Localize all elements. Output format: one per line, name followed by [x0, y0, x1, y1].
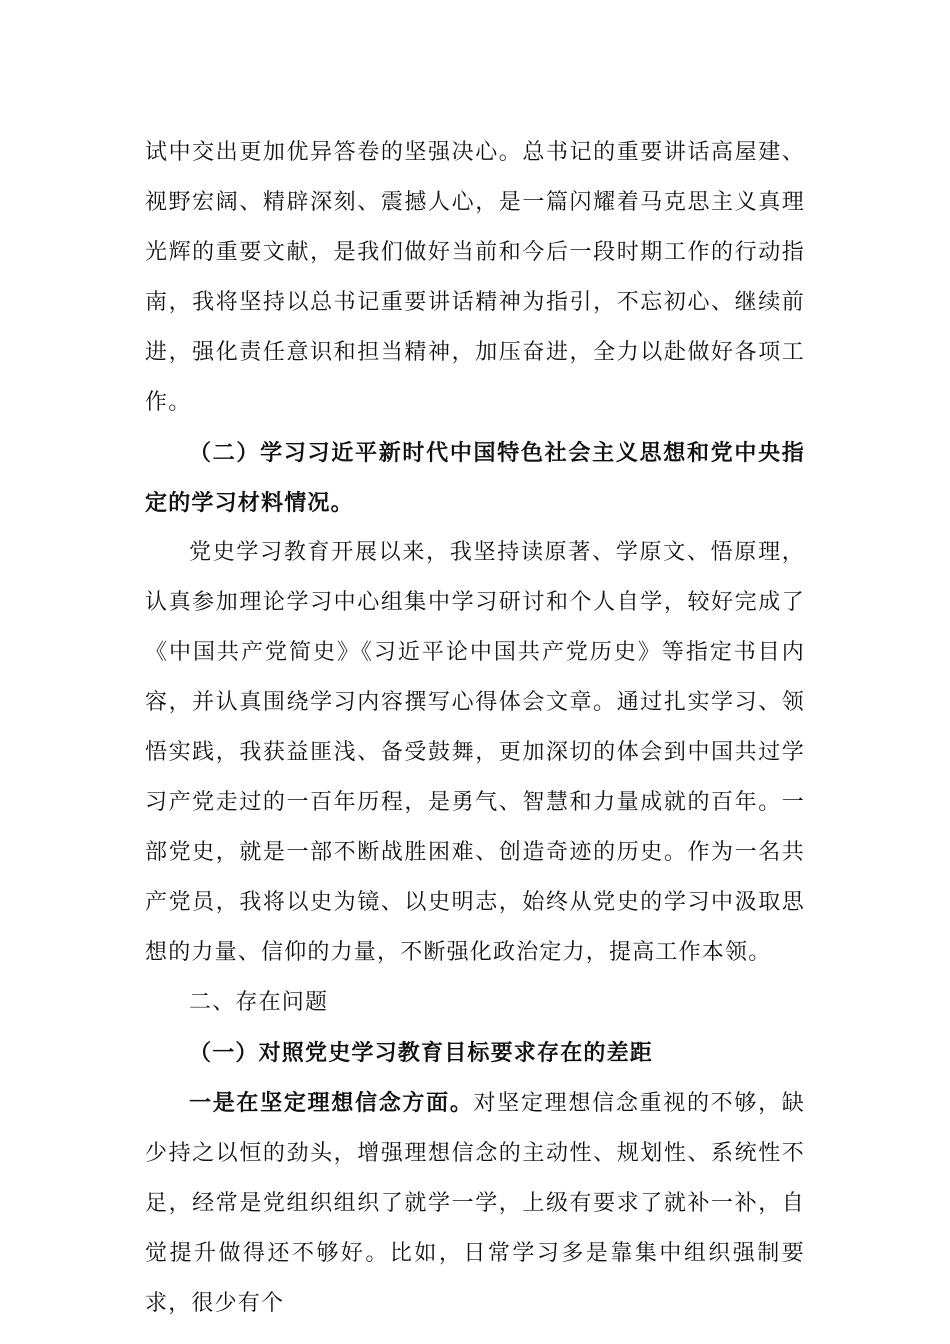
- paragraph-party-history-study: 党史学习教育开展以来，我坚持读原著、学原文、悟原理，认真参加理论学习中心组集中学习研讨和个人自学，较好完成了《中国共产党简史》《习近平论中国共产党历史》等指定书目内容，并认真围绕学习内容撰写心得体会文章。通过扎实学习、领悟实践，我获益匪浅、备受鼓舞，更加深切的体会到中国共过学习产党走过的一百年历程，是勇气、智慧和力量成就的百年。一部党史，就是一部不断战胜困难、创造奇迹的历史。作为一名共产党员，我将以史为镜、以史明志，始终从党史的学习中汲取思想的力量、信仰的力量，不断强化政治定力，提高工作本领。: [145, 540, 805, 965]
- section-heading-study-materials: （二）学习习近平新时代中国特色社会主义思想和党中央指定的学习材料情况。: [145, 440, 805, 516]
- paragraph-continuation: 试中交出更加优异答卷的坚强决心。总书记的重要讲话高屋建、视野宏阔、精辟深刻、震撼人心，是一篇闪耀着马克思主义真理光辉的重要文献，是我们做好当前和今后一段时期工作的行动指南，我将坚持以总书记重要讲话精神为指引，不忘初心、继续前进，强化责任意识和担当精神，加压奋进，全力以赴做好各项工作。: [145, 140, 805, 415]
- document-body: [145, 128, 805, 1329]
- section-heading-problems: 二、存在问题: [189, 990, 329, 1015]
- paragraph-ideals-beliefs: [145, 1078, 805, 1329]
- paragraph-lead-phrase: 一是在坚定理想信念方面。: [189, 1090, 474, 1116]
- subsection-heading-gaps: （一）对照党史学习教育目标要求存在的差距: [189, 1040, 654, 1066]
- paragraph-body-text: 对坚定理想信念重视的不够，缺少持之以恒的劲头，增强理想信念的主动性、规划性、系统性不足，经常是党组织组织了就学一学，上级有要求了就补一补，自觉提升做得还不够好。比如，日常学习多是靠集中组织强制要求，很少有个: [145, 1091, 805, 1316]
